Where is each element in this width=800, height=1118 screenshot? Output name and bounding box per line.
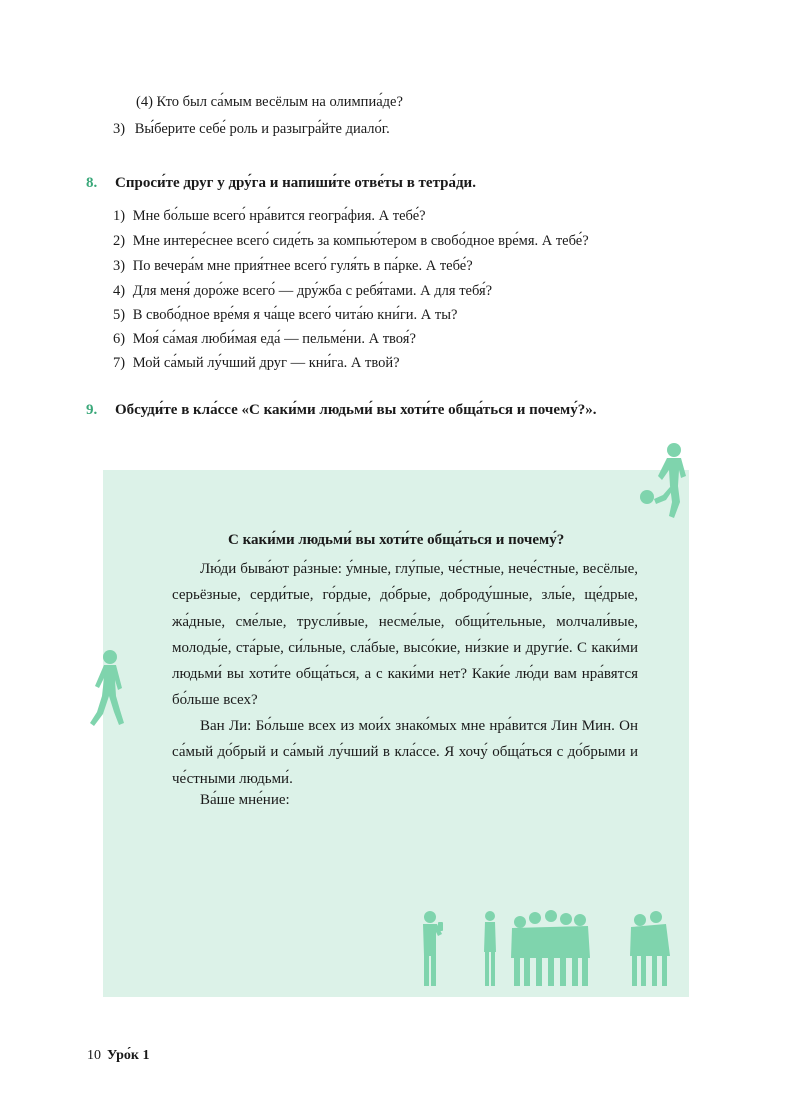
item-number: 6) bbox=[113, 331, 126, 347]
item-text: В свобо́дное вре́мя я ча́ще всего́ чита́ю кни́ги. А ты? bbox=[132, 307, 458, 323]
item-text: Мне бо́льше всего́ нра́вится геогра́фия. А тебе́? bbox=[132, 208, 426, 224]
panel-paragraph-1 bbox=[172, 556, 638, 714]
item-text: Мой са́мый лу́чший друг — кни́га. А твой? bbox=[132, 355, 400, 371]
exercise9-number: 9. bbox=[86, 402, 98, 418]
exercise7-task3 bbox=[113, 119, 390, 139]
walking-girl-icon bbox=[88, 648, 132, 728]
people-group-icon bbox=[418, 908, 680, 988]
exercise7-line4: (4) Кто был са́мым весёлым на олимпиа́де? bbox=[136, 94, 403, 110]
exercise8-title: Спроси́те друг у дру́га и напиши́те отве́ты в тетра́ди. bbox=[115, 175, 476, 191]
item-number: 5) bbox=[113, 307, 126, 323]
item-number: 3) bbox=[113, 258, 126, 274]
item-number: 1) bbox=[113, 208, 126, 224]
lesson-label: Уро́к 1 bbox=[107, 1048, 150, 1063]
item-text: Для меня́ доро́же всего́ — дру́жба с ребя́тами. А для тебя́? bbox=[132, 283, 493, 299]
page-number: 10 bbox=[87, 1048, 101, 1063]
list-item bbox=[113, 231, 589, 251]
exercise8-number: 8. bbox=[86, 175, 98, 191]
item-text: Моя́ са́мая люби́мая еда́ — пельме́ни. А твоя́? bbox=[132, 331, 416, 347]
page-footer bbox=[87, 1048, 149, 1064]
item-number: 7) bbox=[113, 355, 126, 371]
task3-number: 3) bbox=[113, 121, 126, 137]
panel-heading: С каки́ми людьми́ вы хоти́те обща́ться и почему́? bbox=[228, 532, 565, 548]
item-number: 2) bbox=[113, 233, 126, 249]
exercise9-title: Обсуди́те в кла́ссе «С каки́ми людьми́ вы хоти́те обща́ться и почему́?». bbox=[115, 402, 597, 418]
panel-paragraph-3 bbox=[172, 787, 638, 813]
item-text: По вечера́м мне прия́тнее всего́ гуля́ть в па́рке. А тебе́? bbox=[132, 258, 473, 274]
task3-text: Вы́берите себе́ роль и разыгра́йте диало́г. bbox=[134, 121, 390, 137]
paragraph-1-text: Лю́ди быва́ют ра́зные: у́мные, глу́пые, че́стные, нече́стные, весёлые, серьёзные, серди́тые, го́рдые, до́брые, доброду́шные, злы́е, ще́дрые, жа́дные, сме́лые, трусли́вые, несме́лые, общи́тельные, молчали́вые, молоды́е, ста́рые, си́льные, сла́бые, высо́кие, ни́зкие и други́е. С каки́ми людьми́ вы хоти́те обща́ться, а с каки́ми нет? Каки́е лю́ди вам нра́вятся бо́льше всех? bbox=[172, 561, 638, 709]
panel-paragraph-2 bbox=[172, 713, 638, 792]
list-item bbox=[113, 256, 473, 276]
item-number: 4) bbox=[113, 283, 126, 299]
list-item bbox=[113, 206, 426, 226]
paragraph-2-text: Ван Ли: Бо́льше всех из мои́х знако́мых мне нра́вится Лин Мин. Он са́мый до́брый и са́мый лу́чший в кла́ссе. Я хочу́ обща́ться с до́брыми и че́стными людьми́. bbox=[172, 718, 638, 787]
list-item bbox=[113, 281, 492, 301]
list-item bbox=[113, 353, 400, 373]
list-item bbox=[113, 305, 457, 325]
football-boy-icon bbox=[634, 440, 698, 522]
item-text: Мне интере́снее всего́ сиде́ть за компью́тером в свобо́дное вре́мя. А тебе́? bbox=[132, 233, 589, 249]
list-item bbox=[113, 329, 416, 349]
paragraph-3-text: Ва́ше мне́ние: bbox=[200, 792, 290, 808]
